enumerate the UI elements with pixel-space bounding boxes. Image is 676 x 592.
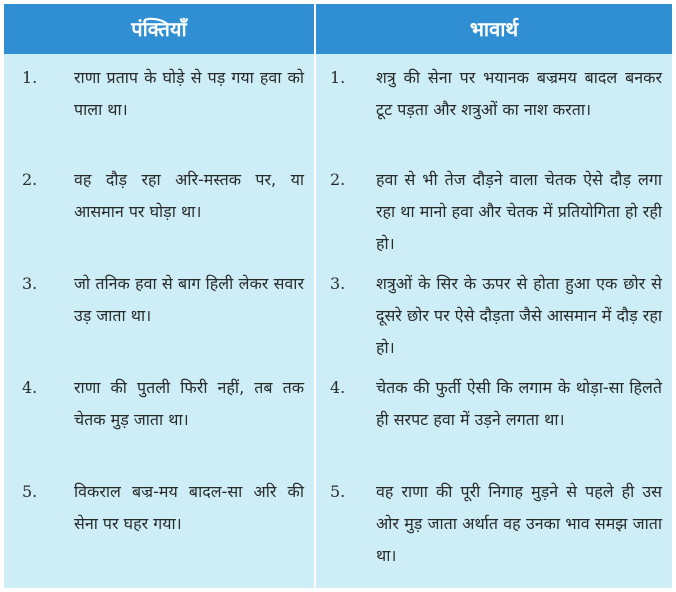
column-divider — [314, 4, 316, 588]
meaning-text: शत्रुओं के सिर के ऊपर से होता हुआ एक छोर से दूसरे छोर पर ऐसे दौड़ता जैसे आसमान में दौड़ रहा हो। — [376, 274, 662, 357]
meaning-number: 5. — [330, 482, 346, 501]
meaning-text: वह राणा की पूरी निगाह मुड़ने से पहले ही उस ओर मुड़ जाता अर्थात वह उनका भाव समझ जाता था। — [376, 482, 662, 565]
header-lines: पंक्तियाँ — [131, 17, 187, 41]
line-number: 1. — [22, 68, 38, 87]
meaning-text: शत्रु की सेना पर भयानक बज्रमय बादल बनकर टूट पड़ता और शत्रुओं का नाश करता। — [376, 68, 662, 119]
line-text: जो तनिक हवा से बाग हिली लेकर सवार उड़ जाता था। — [74, 274, 304, 325]
header-meaning: भावार्थ — [469, 17, 519, 41]
meaning-text: हवा से भी तेज दौड़ने वाला चेतक ऐसे दौड़ लगा रहा था मानो हवा और चेतक में प्रतियोगिता हो रही हो। — [376, 170, 662, 253]
line-text: वह दौड़ रहा अरि-मस्तक पर, या आसमान पर घोड़ा था। — [74, 170, 304, 221]
line-number: 2. — [22, 170, 38, 189]
meaning-number: 2. — [330, 170, 346, 189]
verse-meaning-table — [4, 4, 672, 588]
line-text: विकराल बज्र-मय बादल-सा अरि की सेना पर घहर गया। — [74, 482, 304, 533]
meaning-number: 1. — [330, 68, 346, 87]
line-number: 5. — [22, 482, 38, 501]
meaning-text: चेतक की फुर्ती ऐसी कि लगाम के थोड़ा-सा हिलते ही सरपट हवा में उड़ने लगता था। — [376, 378, 662, 429]
line-number: 4. — [22, 378, 38, 397]
line-text: राणा प्रताप के घोड़े से पड़ गया हवा को पाला था। — [74, 68, 304, 119]
line-number: 3. — [22, 274, 38, 293]
line-text: राणा की पुतली फिरी नहीं, तब तक चेतक मुड़ जाता था। — [74, 378, 304, 429]
meaning-number: 4. — [330, 378, 346, 397]
table-header — [4, 4, 672, 54]
meaning-number: 3. — [330, 274, 346, 293]
